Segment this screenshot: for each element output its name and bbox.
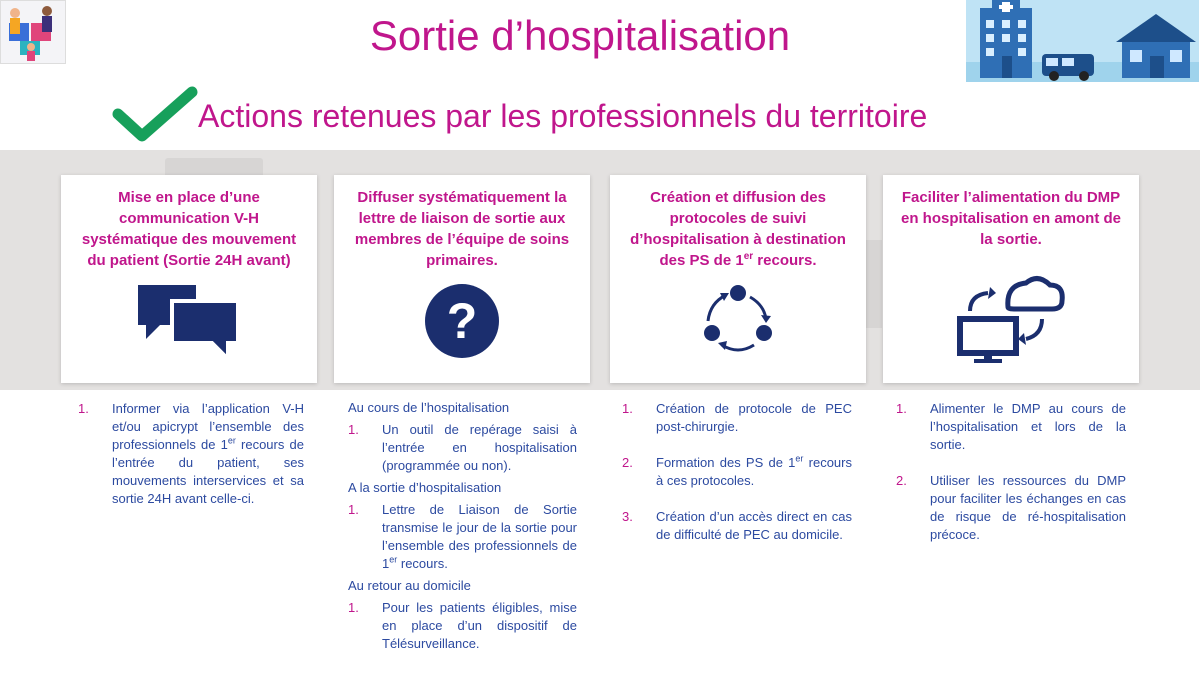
actions-list-col1 — [64, 400, 304, 508]
list-item: 1. Un outil de repérage saisi à l’entrée en hospitalisation (programmée ou non). — [348, 422, 577, 473]
list-item: 1. Création de protocole de PEC post-chirurgie. — [622, 401, 852, 434]
list-item: 3. Création d’un accès direct en cas de difficulté de PEC au domicile. — [622, 509, 852, 542]
svg-text:?: ? — [446, 293, 478, 349]
cloud-sync-monitor-icon — [956, 271, 1066, 363]
card-title: Mise en place d’une communication V-H systématique des mouvement du patient (Sortie 24H avant) — [81, 189, 297, 269]
card-title: Faciliter l’alimentation du DMP en hospitalisation en amont de la sortie. — [900, 189, 1122, 248]
list-item: 1. Informer via l’application V-H et/ou apicrypt l’ensemble des professionnels de 1er recours de l’entrée du patient, ses mouvements interservices et sa sortie 24H avant celle-ci. — [78, 401, 304, 506]
cycle-icon — [698, 281, 778, 361]
checkmark-icon — [112, 86, 198, 146]
list-item: 1. Lettre de Liaison de Sortie transmise le jour de la sortie pour l’ensemble des professionnels de 1er recours. — [348, 502, 577, 571]
page-subtitle: Actions retenues par les professionnels du territoire — [198, 98, 928, 134]
list-item: 2. Formation des PS de 1er recours à ces protocoles. — [622, 453, 852, 488]
card-title: Diffuser systématiquement la lettre de liaison de sortie aux membres de l’équipe de soins primaires. — [354, 189, 570, 269]
action-card-communication — [61, 175, 317, 383]
section-heading: Au cours de l’hospitalisation — [348, 400, 510, 415]
action-card-lettre-liaison — [334, 175, 590, 383]
card-title: Création et diffusion des protocoles de suivi d’hospitalisation à destination des PS de 1er recours. — [630, 189, 846, 269]
list-item: 1. Pour les patients éligibles, mise en place d’un dispositif de Télésurveillance. — [348, 600, 577, 651]
actions-list-col4 — [882, 400, 1126, 544]
list-item: 1. Alimenter le DMP au cours de l’hospitalisation et lors de la sortie. — [896, 401, 1126, 452]
section-heading: Au retour au domicile — [348, 578, 471, 593]
action-card-protocoles — [610, 175, 866, 383]
action-card-dmp — [883, 175, 1139, 383]
page-title: Sortie d’hospitalisation — [369, 12, 791, 59]
section-heading: A la sortie d’hospitalisation — [348, 480, 502, 495]
actions-list-col3 — [608, 400, 852, 544]
actions-list-col2 — [348, 399, 577, 653]
question-mark-icon — [422, 281, 502, 361]
speech-bubbles-icon — [134, 281, 244, 361]
list-item: 2. Utiliser les ressources du DMP pour faciliter les échanges en cas de risque de ré-hospitalisation précoce. — [896, 473, 1126, 542]
